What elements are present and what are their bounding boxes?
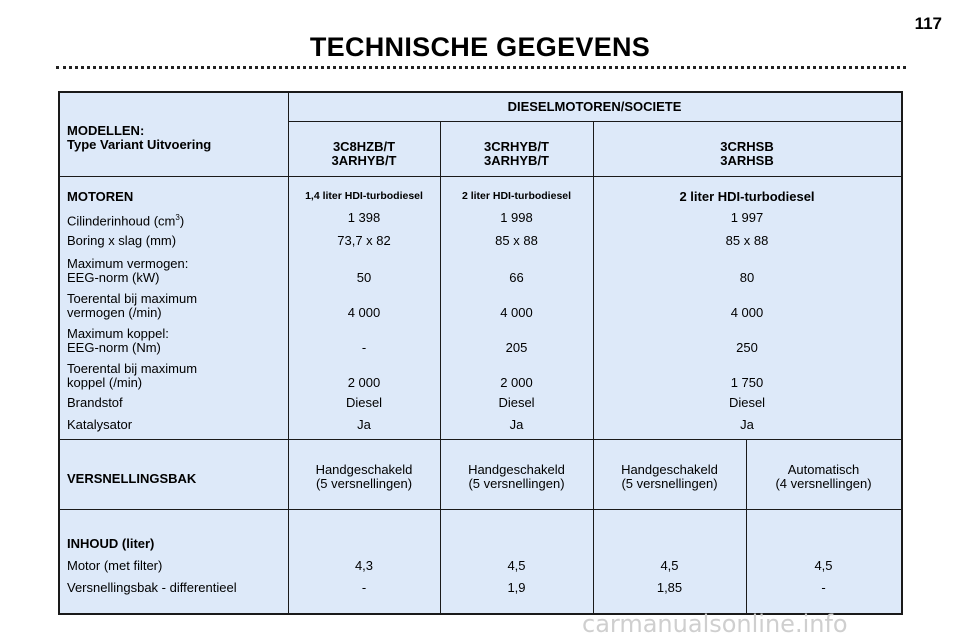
spec-label: Cilinderinhoud $(cm^3)$ xyxy=(67,213,185,229)
spec-value: 4 000 xyxy=(730,305,764,320)
models-label: MODELLEN: xyxy=(67,123,145,138)
spec-value: 4 000 xyxy=(500,305,533,320)
capacity-value: 1,85 xyxy=(656,580,683,595)
model-code: 3C8HZB/T xyxy=(332,139,396,154)
spec-label: EEG-norm (Nm) xyxy=(67,340,161,355)
capacity-value: - xyxy=(361,580,367,595)
spec-value: 80 xyxy=(739,270,755,285)
spec-value: 205 xyxy=(505,340,528,355)
gearbox-value: (5 versnellingen) xyxy=(621,476,718,491)
model-code: 3CRHYB/T xyxy=(483,139,549,154)
capacity-value: 4,5 xyxy=(660,558,679,573)
model-code: 3ARHYB/T xyxy=(331,153,397,168)
capacity-label: Motor (met filter) xyxy=(67,558,163,573)
gearbox-value: (5 versnellingen) xyxy=(315,476,413,491)
models-sublabel: Type Variant Uitvoering xyxy=(67,137,212,152)
spec-label: Boring x slag (mm) xyxy=(67,233,177,248)
capacity-value: - xyxy=(821,580,826,595)
spec-value: Diesel xyxy=(345,395,383,410)
spec-value: 2 000 xyxy=(500,375,533,390)
spec-value: 1 398 xyxy=(347,210,381,225)
engine-group-header: DIESELMOTOREN/SOCIETE xyxy=(507,99,682,114)
spec-value: 50 xyxy=(356,270,372,285)
spec-label: EEG-norm (kW) xyxy=(67,270,160,285)
gearbox-value: Handgeschakeld xyxy=(621,462,718,477)
engine-type: 1,4 liter HDI-turbodiesel xyxy=(305,190,423,202)
spec-table xyxy=(58,91,903,615)
section-label-inhoud: INHOUD (liter) xyxy=(67,536,155,551)
spec-value: Ja xyxy=(740,417,754,432)
spec-label: Brandstof xyxy=(67,395,123,410)
capacity-value: 4,5 xyxy=(507,558,526,573)
spec-value: Diesel xyxy=(728,395,766,410)
watermark: carmanualsonline.info xyxy=(582,610,848,638)
section-label-motoren: MOTOREN xyxy=(67,189,134,204)
row-divider xyxy=(60,509,901,510)
spec-value: Ja xyxy=(509,417,524,432)
gearbox-value: Automatisch xyxy=(787,462,860,477)
model-code: 3ARHYB/T xyxy=(483,153,549,168)
model-code: 3CRHSB xyxy=(720,139,774,154)
spec-value: 66 xyxy=(509,270,524,285)
spec-label: Maximum koppel: xyxy=(67,326,169,341)
spec-value: 1 998 xyxy=(500,210,533,225)
spec-value: 2 000 xyxy=(347,375,381,390)
spec-value: 73,7 x 82 xyxy=(337,233,391,248)
spec-value: 85 x 88 xyxy=(725,233,769,248)
capacity-label: Versnellingsbak - differentieel xyxy=(67,580,237,595)
capacity-value: 4,3 xyxy=(354,558,374,573)
row-divider xyxy=(60,439,901,440)
row-divider xyxy=(60,176,901,177)
gearbox-value: Handgeschakeld xyxy=(315,462,413,477)
page-title: TECHNISCHE GEGEVENS xyxy=(309,32,651,62)
capacity-value: 1,9 xyxy=(507,580,526,595)
capacity-value: 4,5 xyxy=(814,558,833,573)
engine-type: 2 liter HDI-turbodiesel xyxy=(461,190,572,202)
gearbox-value: (5 versnellingen) xyxy=(468,476,565,491)
page-number: 117 xyxy=(914,14,942,33)
row-divider xyxy=(288,121,901,122)
spec-value: Diesel xyxy=(498,395,535,410)
spec-value: 85 x 88 xyxy=(495,233,538,248)
spec-label: koppel (/min) xyxy=(67,375,143,390)
gearbox-value: (4 versnellingen) xyxy=(775,476,872,491)
spec-value: 250 xyxy=(736,340,758,355)
spec-value: 4 000 xyxy=(347,305,381,320)
spec-value: 1 750 xyxy=(730,375,764,390)
dotted-divider xyxy=(56,66,906,69)
spec-label: Maximum vermogen: xyxy=(67,256,189,271)
spec-label: Katalysator xyxy=(67,417,133,432)
spec-label: Toerental bij maximum xyxy=(67,361,198,376)
spec-value: 1 997 xyxy=(730,210,764,225)
spec-label: vermogen (/min) xyxy=(67,305,162,320)
spec-value: Ja xyxy=(357,417,371,432)
spec-value: - xyxy=(361,340,367,355)
engine-type: 2 liter HDI-turbodiesel xyxy=(679,189,815,204)
section-label-versnellingsbak: VERSNELLINGSBAK xyxy=(67,471,197,486)
model-code: 3ARHSB xyxy=(720,153,774,168)
spec-label: Toerental bij maximum xyxy=(67,291,198,306)
gearbox-value: Handgeschakeld xyxy=(468,462,565,477)
